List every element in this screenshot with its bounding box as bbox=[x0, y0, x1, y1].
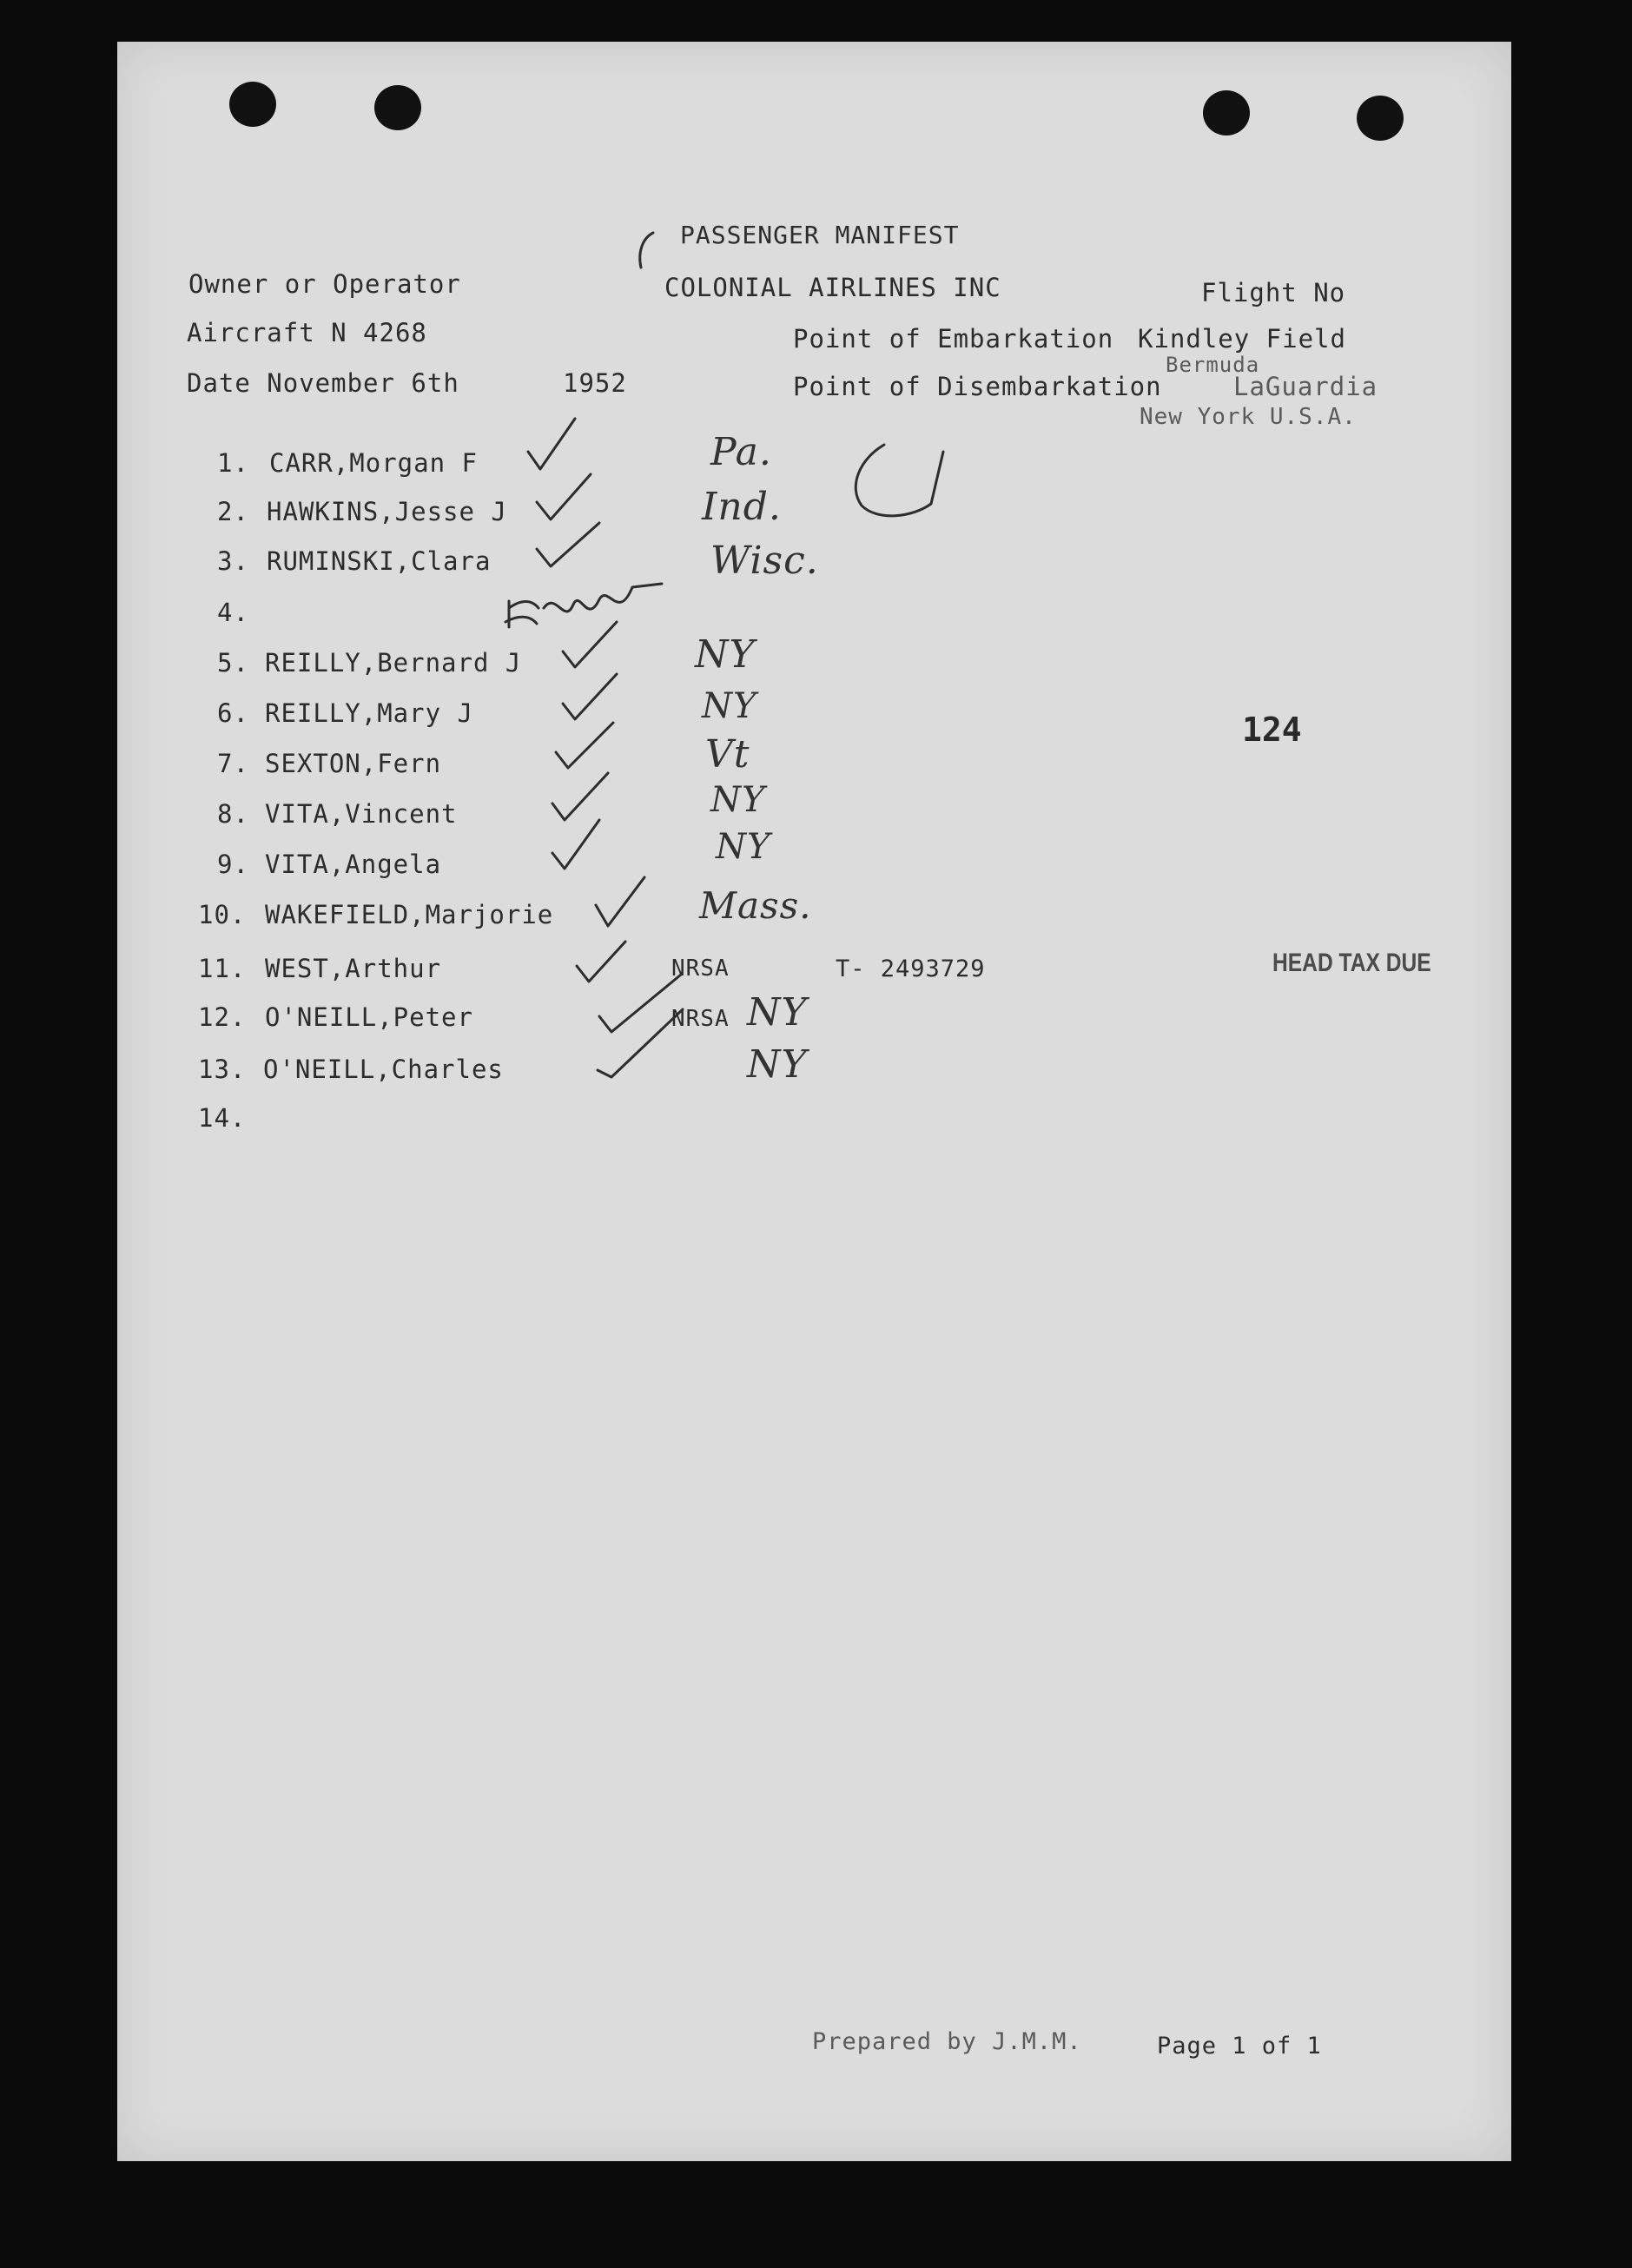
passenger-name: CARR,Morgan F bbox=[269, 448, 478, 478]
manifest-date: Date November 6th bbox=[187, 368, 459, 398]
embarkation-place-line2: Bermuda bbox=[1166, 353, 1260, 377]
list-item-num: 11. bbox=[198, 954, 247, 983]
passenger-name: O'NEILL,Peter bbox=[265, 1002, 473, 1032]
passenger-name: VITA,Angela bbox=[265, 850, 442, 879]
passenger-name: O'NEILL,Charles bbox=[263, 1055, 504, 1084]
handwritten-state: Pa. bbox=[710, 430, 772, 474]
list-item-num: 3. bbox=[217, 546, 249, 576]
passenger-note: NRSA bbox=[671, 955, 730, 982]
punch-hole-4 bbox=[1357, 96, 1404, 141]
list-item-num: 9. bbox=[217, 850, 249, 879]
operator-name: COLONIAL AIRLINES INC bbox=[664, 273, 1001, 302]
handwritten-state: NY bbox=[695, 632, 756, 677]
head-tax-stamp: HEAD TAX DUE bbox=[1272, 949, 1431, 977]
aircraft-number: Aircraft N 4268 bbox=[187, 318, 427, 347]
list-item-num: 1. bbox=[217, 448, 249, 478]
prepared-by: Prepared by J.M.M. bbox=[812, 2028, 1082, 2055]
passenger-name: RUMINSKI,Clara bbox=[267, 546, 492, 576]
list-item-num: 12. bbox=[198, 1002, 247, 1032]
passenger-name: HAWKINS,Jesse J bbox=[267, 497, 507, 526]
punch-hole-1 bbox=[229, 82, 276, 127]
disembarkation-place: LaGuardia bbox=[1233, 372, 1378, 401]
punch-hole-2 bbox=[374, 85, 421, 130]
page-number: 124 bbox=[1242, 711, 1302, 749]
list-item-num: 2. bbox=[217, 497, 249, 526]
handwritten-state: Mass. bbox=[699, 884, 812, 927]
passenger-name: SEXTON,Fern bbox=[265, 749, 442, 778]
page-count: Page 1 of 1 bbox=[1157, 2033, 1322, 2060]
disembarkation-place-line2: New York U.S.A. bbox=[1140, 404, 1357, 430]
passenger-name: REILLY,Mary J bbox=[265, 698, 473, 728]
list-item-num: 10. bbox=[198, 900, 247, 929]
list-item-num: 13. bbox=[198, 1055, 247, 1084]
handwritten-state: NY bbox=[747, 1042, 808, 1087]
disembarkation-label: Point of Disembarkation bbox=[793, 372, 1162, 401]
list-item-num: 7. bbox=[217, 749, 249, 778]
passenger-name: VITA,Vincent bbox=[265, 799, 458, 829]
passenger-name: WEST,Arthur bbox=[265, 954, 442, 983]
owner-label: Owner or Operator bbox=[188, 269, 461, 299]
embarkation-label: Point of Embarkation bbox=[793, 324, 1114, 354]
list-item-num: 5. bbox=[217, 648, 249, 678]
handwritten-state: Vt bbox=[705, 732, 750, 777]
list-item-num: 8. bbox=[217, 799, 249, 829]
embarkation-place: Kindley Field bbox=[1138, 324, 1346, 354]
list-item-num: 14. bbox=[198, 1103, 247, 1133]
list-item-num: 6. bbox=[217, 698, 249, 728]
passenger-name: WAKEFIELD,Marjorie bbox=[265, 900, 554, 929]
manifest-sheet bbox=[117, 42, 1511, 2161]
handwritten-state: Ind. bbox=[702, 485, 782, 529]
handwritten-state: NY bbox=[716, 827, 771, 867]
handwritten-state: NY bbox=[747, 990, 808, 1035]
handwritten-state: NY bbox=[702, 686, 757, 726]
handwritten-state: NY bbox=[710, 780, 766, 820]
ticket-number: T- 2493729 bbox=[836, 955, 986, 982]
flight-label: Flight No bbox=[1201, 278, 1346, 307]
list-item-num: 4. bbox=[217, 598, 249, 627]
passenger-note: NRSA bbox=[671, 1006, 730, 1032]
manifest-title: PASSENGER MANIFEST bbox=[680, 221, 960, 249]
manifest-year: 1952 bbox=[563, 368, 627, 398]
punch-hole-3 bbox=[1203, 90, 1250, 136]
handwritten-state: Wisc. bbox=[710, 539, 819, 583]
passenger-name: REILLY,Bernard J bbox=[265, 648, 522, 678]
